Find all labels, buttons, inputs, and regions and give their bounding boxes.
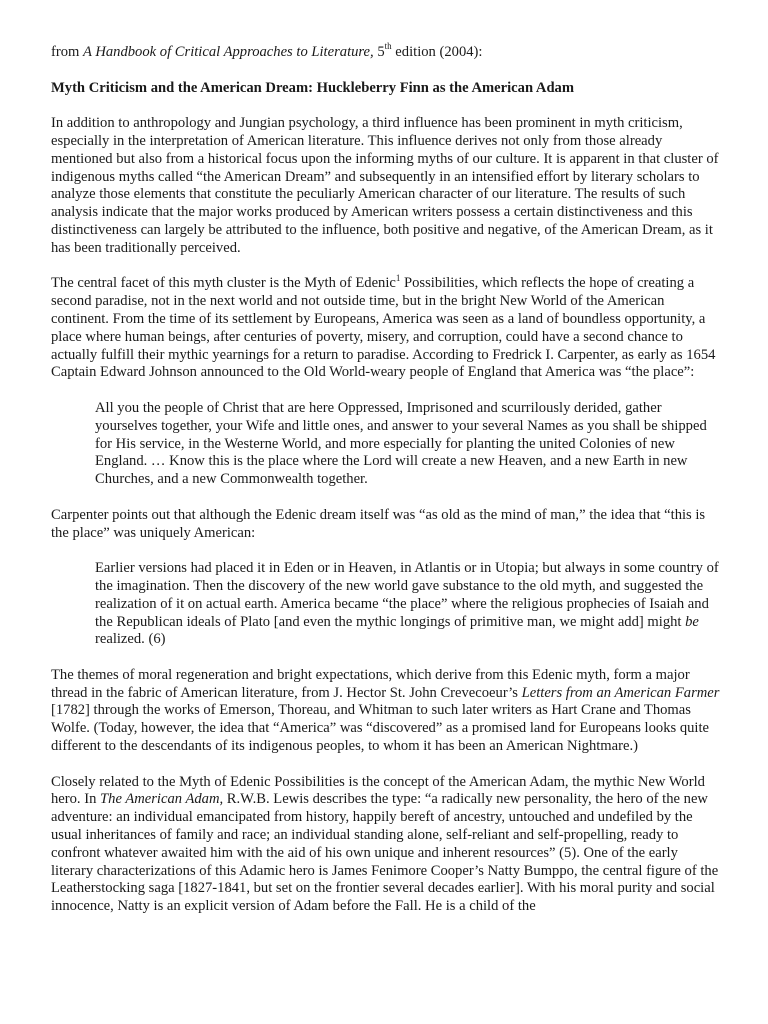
block-quote-2-emphasis: be: [685, 613, 699, 630]
block-quote-1: All you the people of Christ that are here Oppressed, Imprisoned and scurrilously derided, gather yourselves together, your Wife and little ones, and answer to your several Names as you shall be shipped for His service, in the Westerne World, and more especially for planting the united Colonies of new England. … Know this is the place where the Lord will create a new Heaven, and a new Earth in new Churches, and a new Commonwealth together.: [95, 399, 707, 488]
paragraph-2-text-a: The central facet of this myth cluster is the Myth of Edenic: [51, 275, 396, 292]
paragraph-1: In addition to anthropology and Jungian psychology, a third influence has been prominent in myth criticism, especially in the interpretation of American literature. This influence derives not only from those already mentioned but also from a historical focus upon the informing myths of our culture. It is apparent in that cluster of indigenous myths called “the American Dream” and subsequently in an intensified effort by literary scholars to analyze those elements that constitute the peculiarly American character of our literature. The results of such analysis indicate that the major works produced by American writers possess a certain distinctiveness and this distinctiveness can largely be attributed to the influence, both positive and negative, of the American Dream, as it has been traditionally perceived.: [51, 115, 719, 256]
edition-number: 5: [373, 44, 385, 60]
section-heading: Myth Criticism and the American Dream: Huckleberry Finn as the American Adam: [51, 79, 575, 96]
paragraph-4-text-b: [1782] through the works of Emerson, Thoreau, and Whitman to such later writers as Hart Crane and Thomas Wolfe. (Today, however, the idea that “America” was “discovered” as a promised land for Europeans looks quite different to the descendants of its indigenous peoples, to whom it has been an American Nightmare.): [51, 702, 710, 755]
paragraph-4: [51, 667, 721, 756]
paragraph-4-title: Letters from an American Farmer: [521, 684, 720, 701]
source-citation: [51, 41, 721, 62]
block-quote-2-text-b: realized. (6): [95, 631, 166, 648]
edition-superscript: th: [384, 41, 392, 52]
block-quote-2-text-a: Earlier versions had placed it in Eden or in Heaven, in Atlantis or in Utopia; but always in some country of the imagination. Then the discovery of the new world gave substance to the old myth, and suggested the realization of it on actual earth. America became “the place” where the religious prophecies of Isaiah and the Republican ideals of Plato [and even the mythic longings of primitive man, we might add] might: [95, 560, 719, 630]
paragraph-5: [51, 774, 721, 916]
book-title: A Handbook of Critical Approaches to Literature,: [83, 44, 374, 60]
document-page: [51, 41, 721, 934]
paragraph-5-text-a: Closely related to the Myth of Edenic Possibilities is the concept of the American Adam, the mythic New World hero. In: [51, 773, 705, 808]
citation-prefix: from: [51, 44, 84, 60]
paragraph-5-title: The American Adam,: [100, 791, 224, 808]
paragraph-2: [51, 272, 721, 382]
paragraph-4-text-a: The themes of moral regeneration and bright expectations, which derive from this Edenic myth, form a major thread in the fabric of American literature, from J. Hector St. John Crevecoeur’s: [51, 666, 690, 701]
paragraph-3: Carpenter points out that although the Edenic dream itself was “as old as the mind of man,” the idea that “this is the place” was uniquely American:: [51, 506, 706, 541]
footnote-marker: 1: [395, 272, 401, 283]
paragraph-5-text-b: R.W.B. Lewis describes the type: “a radically new personality, the hero of the new adventure: an individual emancipated from history, happily bereft of ancestry, untouched and undefiled by the usual inheritances of family and race; an individual standing alone, self-reliant and self-propelling, ready to confront whatever awaited him with the aid of his own unique and inherent resources” (5). One of the early literary characterizations of this Adamic hero is James Fenimore Cooper’s Natty Bumppo, the central figure of the Leatherstocking saga [1827-1841, but set on the frontier several decades earlier]. With his moral purity and social innocence, Natty is an explicit version of Adam before the Fall. He is a child of the: [51, 791, 719, 915]
edition-text: edition (2004):: [391, 44, 483, 60]
paragraph-2-text-b: Possibilities, which reflects the hope of creating a second paradise, not in the next world and not outside time, but in the bright New World of the American continent. From the time of its settlement by Europeans, America was seen as a land of boundless opportunity, a place where human beings, after centuries of poverty, misery, and corruption, could have a second chance to actually fulfill their mythic yearnings for a return to paradise. According to Fredrick I. Carpenter, as early as 1654 Captain Edward Johnson announced to the Old World-weary people of England that America was “the place”:: [51, 275, 716, 381]
block-quote-2: [95, 560, 721, 649]
